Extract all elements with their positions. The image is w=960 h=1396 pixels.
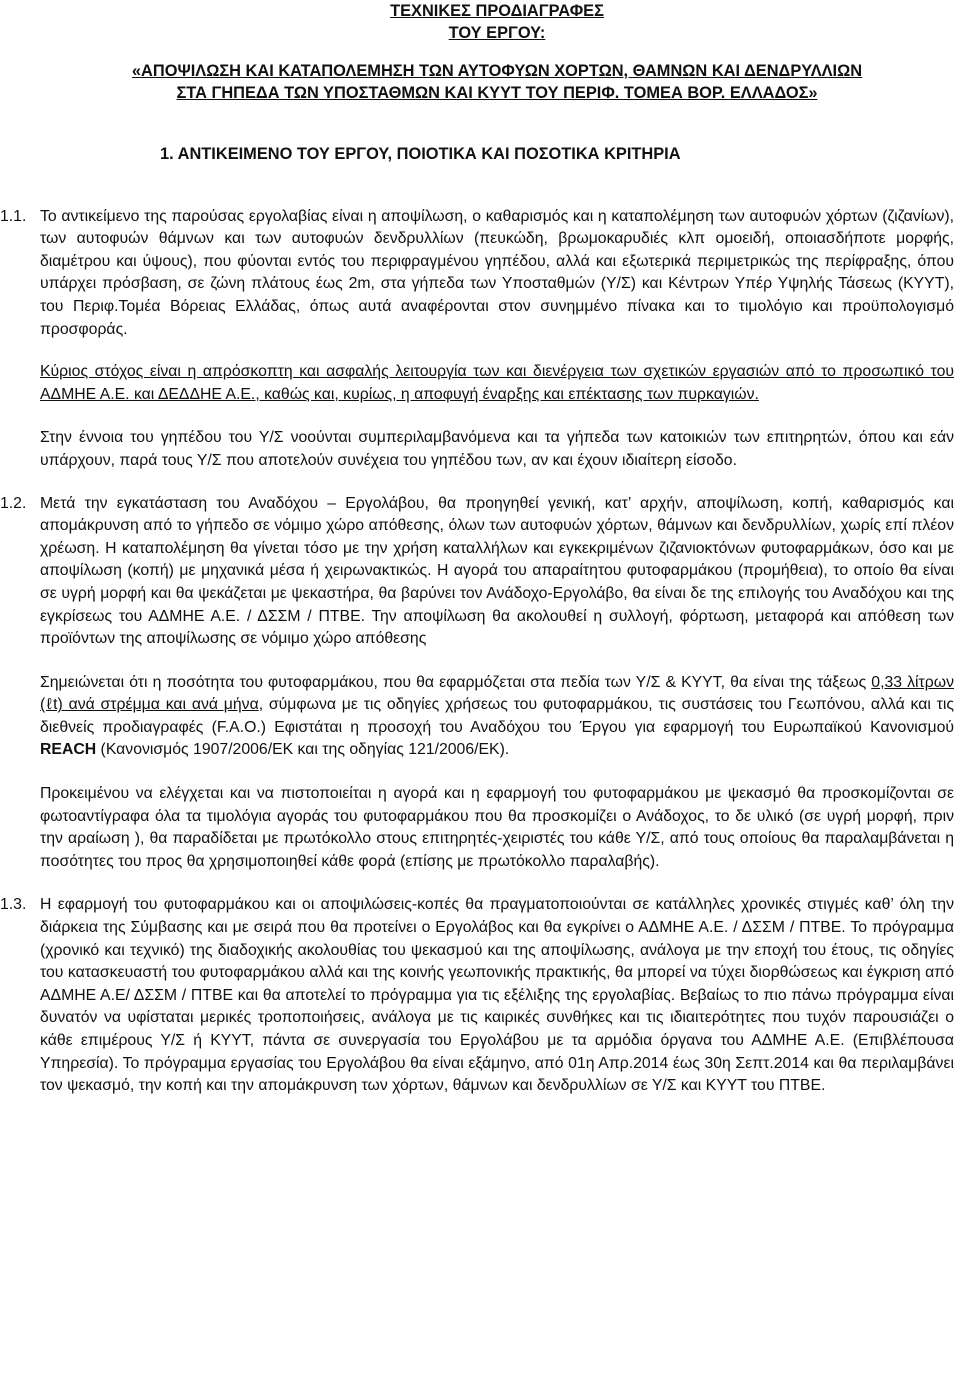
clause-1-1-text: Το αντικείμενο της παρούσας εργολαβίας είναι η αποψίλωση, ο καθαρισμός και η καταπολέμηση των αυτοφυών χόρτων (ζιζανίων), των αυτοφυών θάμνων και των αυτοφυών δενδρυλλίων (πευκώδη, βρωμοκαρυδιές κλπ ομοειδή, οποιασδήποτε μορφής, διαμέτρου και ύψους), που φύονται εντός του περιφραγμένου γηπέδου, αλλά και εξωτερικά περιμετρικώς της περίφραξης, όπου υπάρχει πρόσβαση, σε ζώνη πλάτους έως 2m, στα γήπεδα των Υποσταθμών (Υ/Σ) και Κέντρων Υπέρ Υψηλής Τάσεως (ΚΥΥΤ), του Περιφ.Τομέα Βόρειας Ελλάδας, όπως αυτά αναφέρονται στον συνημμένο πίνακα και το τιμολόγιο και προϋπολογισμό προσφοράς. (40, 207, 954, 338)
dosage-rate: 0,33 λίτρων (ℓt) ανά στρέμμα και ανά μήνα (40, 673, 954, 714)
clause-1-2-text: Μετά την εγκατάσταση του Αναδόχου – Εργολάβου, θα προηγηθεί γενική, κατ’ αρχήν, αποψίλωση, κοπή, καθαρισμός και απομάκρυνση από το γήπεδο σε νόμιμο χώρο απόθεσης, όλων των αυτοφυών χόρτων, θάμνων και δενδρυλλίων, χωρίς επί πλέον χρέωση. Η καταπολέμηση θα γίνεται τόσο με την χρήση καταλλήλων και εγκεκριμένων ζιζανιοκτόνων φυτοφαρμάκων, όσο και με αποψίλωση (κοπή) με μηχανικά μέσα ή χειρωνακτικώς. Η αγορά του απαραίτητου φυτοφαρμάκου (προμήθεια), το οποίο θα είναι σε υγρή μορφή και θα ψεκάζεται με ψεκαστήρα, θα βαρύνει τον Ανάδοχο-Εργολάβο, θα είναι δε της επιλογής του Αναδόχου και της εγκρίσεως του ΑΔΜΗΕ Α.Ε. / ΔΣΣΜ / ΠΤΒΕ. Την αποψίλωση θα ακολουθεί η συλλογή, φόρτωση, μεταφορά και απόθεση των προϊόντων της αποψίλωσης σε νόμιμο χώρο απόθεσης (40, 494, 954, 648)
dosage-text-a: Σημειώνεται ότι η ποσότητα του φυτοφαρμάκου, που θα εφαρμόζεται στα πεδία των Υ/Σ & ΚΥΥΤ, θα είναι της τάξεως (40, 673, 872, 691)
document-subtitle: ΤΟΥ ΕΡΓΟΥ: (448, 24, 546, 42)
reach-regulation: REACH (40, 741, 97, 759)
clause-1-3 (0, 894, 954, 1097)
clause-1-2 (0, 493, 954, 651)
clause-1-1-main-goal: Κύριος στόχος είναι η απρόσκοπτη και ασφαλής λειτουργία των και διενέργεια των σχετικών εργασιών από το προσωπικό του ΑΔΜΗΕ Α.Ε. και ΔΕΔΔΗΕ Α.Ε., καθώς και, κυρίως, η αποφυγή έναρξης και επέκτασης των πυρκαγιών. (40, 363, 954, 403)
clause-1-1 (0, 206, 954, 342)
clause-number-1-2: 1.2. (0, 494, 27, 512)
clause-1-1-area-definition: Στην έννοια του γηπέδου του Υ/Σ νοούνται συμπεριλαμβανόμενα και τα γήπεδα των κατοικιών των επιτηρητών, όπου και εάν υπάρχουν, παρά τους Υ/Σ που αποτελούν συνέχεια του γηπέδου των, αν και έχουν ιδιαίτερη είσοδο. (40, 429, 954, 469)
project-title (40, 60, 954, 104)
project-title-line-2: ΣΤΑ ΓΗΠΕΔΑ ΤΩΝ ΥΠΟΣΤΑΘΜΩΝ ΚΑΙ ΚΥΥΤ ΤΟΥ ΠΕΡΙΦ. ΤΟΜΕΑ ΒΟΡ. ΕΛΛΑΔΟΣ» (176, 84, 818, 102)
section-1-heading: 1. ΑΝΤΙΚΕΙΜΕΝΟ ΤΟΥ ΕΡΓΟΥ, ΠΟΙΟΤΙΚΑ ΚΑΙ ΠΟΣΟΤΙΚΑ ΚΡΙΤΗΡΙΑ (160, 145, 681, 163)
dosage-text-c: (Κανονισμός 1907/2006/ΕΚ και της οδηγίας 121/2006/ΕΚ). (96, 741, 510, 759)
project-title-line-1: «ΑΠΟΨΙΛΩΣΗ ΚΑΙ ΚΑΤΑΠΟΛΕΜΗΣΗ ΤΩΝ ΑΥΤΟΦΥΩΝ ΧΟΡΤΩΝ, ΘΑΜΝΩΝ ΚΑΙ ΔΕΝΔΡΥΛΛΙΩΝ (131, 62, 863, 80)
clause-number-1-3: 1.3. (0, 896, 27, 914)
clause-1-3-text: Η εφαρμογή του φυτοφαρμάκου και οι αποψιλώσεις-κοπές θα πραγματοποιούνται σε κατάλληλες χρονικές στιγμές καθ’ όλη την διάρκεια της Σύμβασης και με σειρά που θα προτείνει ο Εργολάβος και θα εγκρίνει ο ΑΔΜΗΕ Α.Ε. / ΔΣΣΜ / ΠΤΒΕ. Το πρόγραμμα (χρονικό και τεχνικό) της διαδοχικής ακολουθίας του ψεκασμού και της αποψίλωσης, ανάλογα με την εποχή του έτους, τις οδηγίες του κατασκευαστή του φυτοφαρμάκου αλλά και της κοινής γεωπονικής πρακτικής, θα μπορεί να τύχει διορθώσεως και έγκριση από ΑΔΜΗΕ Α.Ε/ ΔΣΣΜ / ΠΤΒΕ και θα αποτελεί το πρόγραμμα για τις εξέλιξης της εργολαβίας. Βεβαίως το πιο πάνω πρόγραμμα είναι δυνατόν να υφίσταται μερικές τροποποιήσεις, ανάλογα με τις καιρικές συνθήκες και τις ιδιαιτερότητες που τυχόν παρουσιάζει ο κάθε επιμέρους Υ/Σ ή ΚΥΥΤ, πάντα σε συνεργασία του Εργολάβου με τα αρμόδια όργανα του ΑΔΜΗΕ Α.Ε. (Επιβλέπουσα Υπηρεσία). Το πρόγραμμα εργασίας του Εργολάβου θα είναι εξάμηνο, από 01η Απρ.2014 έως 30η Σεπτ.2014 και θα περιλαμβάνει τον ψεκασμό, την κοπή και την απομάκρυνση των χόρτων, θάμνων και δενδρυλλίων σε Υ/Σ και ΚΥΥΤ του ΠΤΒΕ. (40, 896, 954, 1095)
clause-number-1-1: 1.1. (0, 207, 27, 225)
dosage-text-b: , σύμφωνα με τις οδηγίες χρήσεως του φυτοφαρμάκου, τις συστάσεις του Γεωπόνου, αλλά και τις διεθνείς προδιαγραφές (F.A.O.) Εφιστάται η προσοχή του Αναδόχου του Έργου για εφαρμογή του Ευρωπαϊκού Κανονισμού (40, 696, 954, 736)
clause-1-2-verification: Προκειμένου να ελέγχεται και να πιστοποιείται η αγορά και η εφαρμογή του φυτοφαρμάκου με ψεκασμό θα προσκομίζονται σε φωτοαντίγραφα όλα τα τιμολόγια αγοράς του φυτοφαρμάκου που θα προσκομίζει ο Ανάδοχος, το δε υλικό (σε υγρή μορφή, πριν την αραίωση ), θα παραδίδεται με πρωτόκολλο στους επιτηρητές-χειριστές του κάθε Υ/Σ, από τους οποίους θα παραλαμβάνεται η ποσότητες του προς θα χρησιμοποιηθεί κάθε φορά (επίσης με πρωτόκολλο παραλαβής). (40, 785, 954, 870)
clause-1-2-dosage (40, 672, 954, 762)
document-title: ΤΕΧΝΙΚΕΣ ΠΡΟΔΙΑΓΡΑΦΕΣ (390, 2, 604, 20)
